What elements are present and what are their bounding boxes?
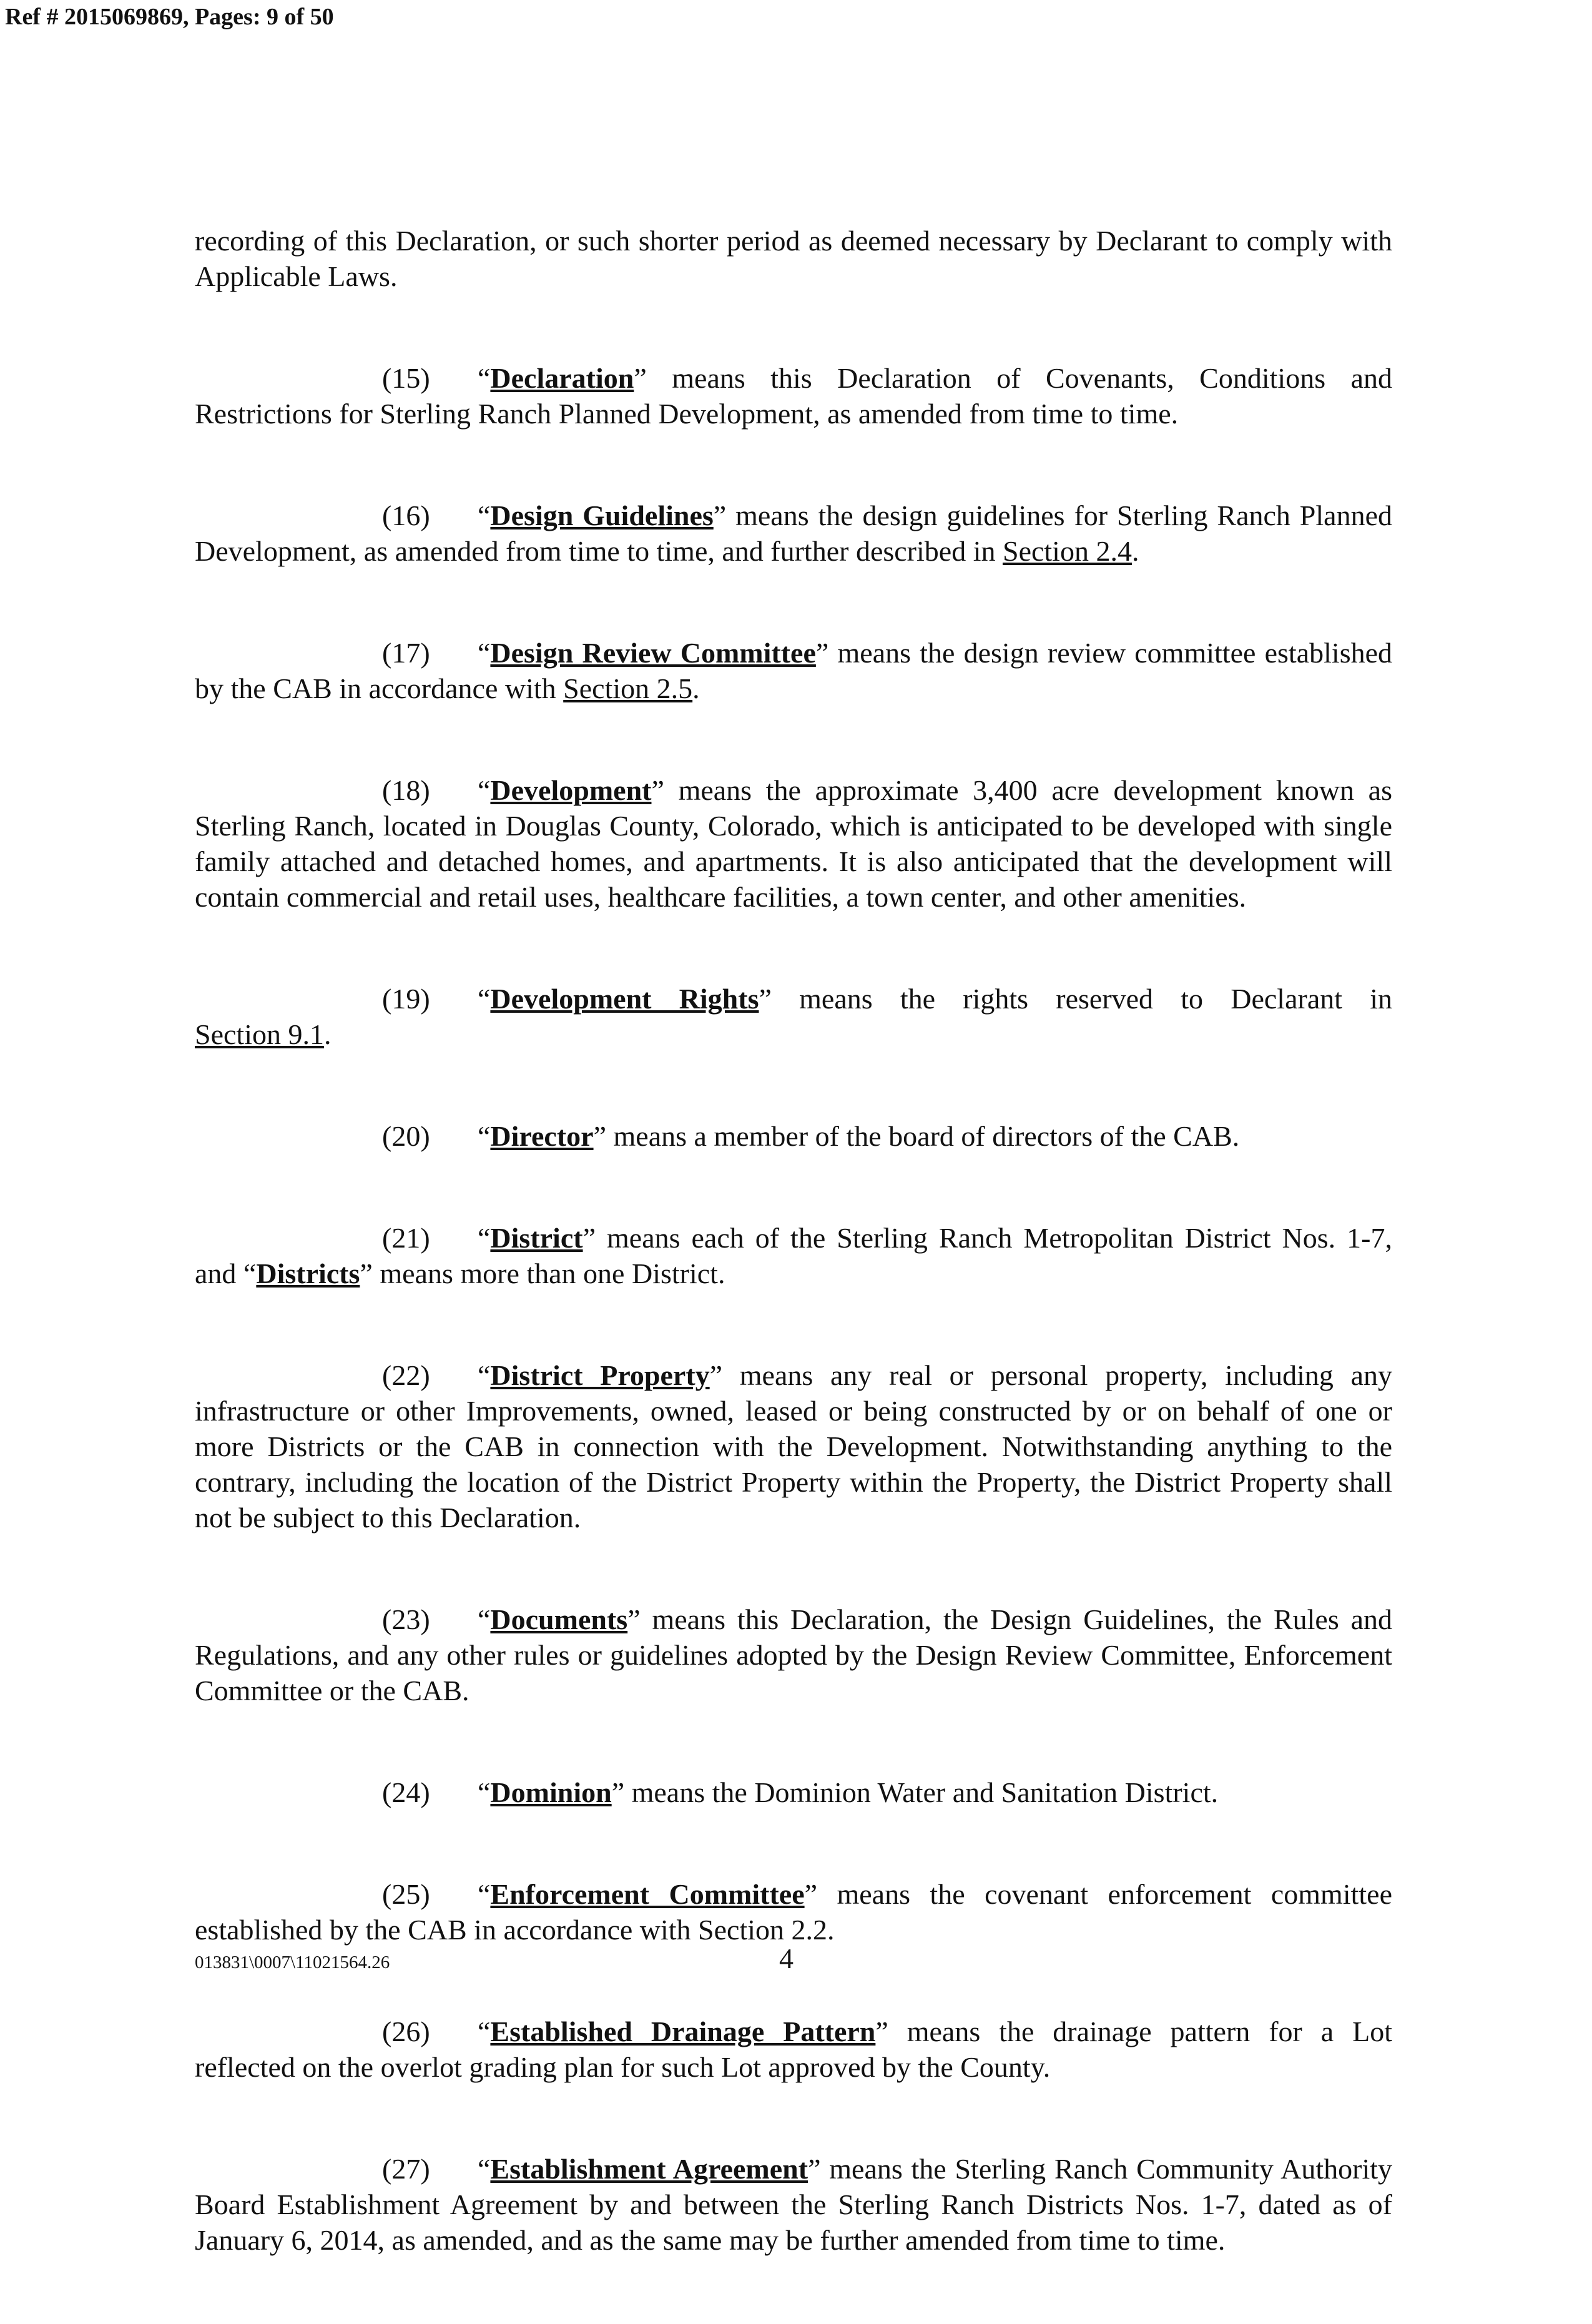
- definition-number: (25): [382, 1878, 430, 1910]
- document-code: 013831\0007\11021564.26: [195, 1952, 390, 1972]
- defined-term: Dominion: [490, 1776, 612, 1808]
- definition-number: (21): [382, 1222, 430, 1254]
- definition-tail: .: [1131, 535, 1139, 567]
- definition-19: (19) “Development Rights” means the rights reserved to Declarant in Section 9.1.: [195, 981, 1392, 1052]
- definition-number: (16): [382, 500, 430, 531]
- definition-number: (22): [382, 1359, 430, 1391]
- defined-term: Development Rights: [490, 983, 759, 1015]
- defined-term: District: [490, 1222, 583, 1254]
- definition-tail: .: [692, 672, 700, 704]
- definition-15: (15) “Declaration” means this Declaration of Covenants, Conditions and Restrictions for Sterling Ranch Planned Development, as amended from time to time.: [195, 360, 1392, 431]
- defined-term-plural: Districts: [256, 1258, 360, 1289]
- definition-text: means the Sterling Ranch Community Authority Board Establishment Agreement by and between the Sterling Ranch Districts Nos. 1-7, dated as of January 6, 2014, as amended, and as the same may be further amended from time to time.: [195, 2153, 1393, 2256]
- defined-term: Director: [490, 1120, 594, 1152]
- definition-number: (18): [382, 774, 430, 806]
- definition-text: means any real or personal property, including any infrastructure or other Improvements, owned, leased or being constructed by or on behalf of one or more Districts or the CAB in connection with the Development. Notwithstanding anything to the contrary, including the location of the District Property within the Property, the District Property shall not be subject to this Declaration.: [195, 1359, 1392, 1534]
- definition-27: (27) “Establishment Agreement” means the Sterling Ranch Community Authority Board Establishment Agreement by and between the Sterling Ranch Districts Nos. 1-7, dated as of January 6, 2014, as amended, and as the same may be further amended from time to time.: [195, 2151, 1392, 2258]
- definition-number: (19): [382, 983, 430, 1015]
- defined-term: Development: [490, 774, 652, 806]
- definition-text: means the approximate 3,400 acre development known as Sterling Ranch, located in Douglas County, Colorado, which is anticipated to be developed with single family attached and detached homes, and apartments. It is also anticipated that the development will contain commercial and retail uses, healthcare facilities, a town center, and other amenities.: [195, 774, 1392, 913]
- definition-number: (26): [382, 2016, 430, 2047]
- defined-term: Design Guidelines: [490, 500, 714, 531]
- definition-text: means each of the Sterling Ranch Metropolitan District Nos. 1-7, and: [195, 1222, 1392, 1289]
- definition-number: (24): [382, 1776, 430, 1808]
- definition-text-2: means more than one District.: [372, 1258, 725, 1289]
- section-reference: Section 9.1: [195, 1018, 324, 1050]
- definition-number: (23): [382, 1603, 430, 1635]
- defined-term: Documents: [490, 1603, 628, 1635]
- definition-text: means the covenant enforcement committee established by the CAB in accordance with Section 2.2.: [195, 1878, 1392, 1946]
- definition-18: (18) “Development” means the approximate 3,400 acre development known as Sterling Ranch, located in Douglas County, Colorado, which is anticipated to be developed with single family attached and detached homes, and apartments. It is also anticipated that the development will contain commercial and retail uses, healthcare facilities, a town center, and other amenities.: [195, 772, 1392, 915]
- definition-text: means the design review committee established by the CAB in accordance with: [195, 637, 1393, 704]
- definition-number: (17): [382, 637, 430, 669]
- defined-term: District Property: [490, 1359, 710, 1391]
- defined-term: Established Drainage Pattern: [490, 2016, 876, 2047]
- definition-number: (15): [382, 362, 430, 394]
- definition-text: means the drainage pattern for a Lot reflected on the overlot grading plan for such Lot approved by the County.: [195, 2016, 1392, 2083]
- definition-22: (22) “District Property” means any real or personal property, including any infrastructure or other Improvements, owned, leased or being constructed by or on behalf of one or more Districts or the CAB in connection with the Development. Notwithstanding anything to the contrary, including the location of the District Property within the Property, the District Property shall not be subject to this Declaration.: [195, 1357, 1392, 1535]
- definition-text: means this Declaration, the Design Guidelines, the Rules and Regulations, and any other rules or guidelines adopted by the Design Review Committee, Enforcement Committee or the CAB.: [195, 1603, 1392, 1706]
- definition-text: means this Declaration of Covenants, Conditions and Restrictions for Sterling Ranch Planned Development, as amended from time to time.: [195, 362, 1392, 430]
- section-reference: Section 2.4: [1002, 535, 1132, 567]
- defined-term: Enforcement Committee: [490, 1878, 805, 1910]
- definition-24: (24) “Dominion” means the Dominion Water and Sanitation District.: [195, 1775, 1392, 1810]
- definition-text: means a member of the board of directors of the CAB.: [606, 1120, 1240, 1152]
- definition-text: means the Dominion Water and Sanitation District.: [624, 1776, 1219, 1808]
- definition-tail: .: [323, 1018, 332, 1050]
- definition-20: (20) “Director” means a member of the board of directors of the CAB.: [195, 1118, 1392, 1154]
- defined-term: Declaration: [490, 362, 634, 394]
- document-body: [195, 223, 1392, 2324]
- definition-17: (17) “Design Review Committee” means the design review committee established by the CAB in accordance with Section 2.5.: [195, 635, 1392, 706]
- definition-26: (26) “Established Drainage Pattern” means the drainage pattern for a Lot reflected on the overlot grading plan for such Lot approved by the County.: [195, 2014, 1392, 2085]
- defined-term: Design Review Committee: [490, 637, 816, 669]
- definition-21: (21) “District” means each of the Sterling Ranch Metropolitan District Nos. 1-7, and “Districts” means more than one District.: [195, 1220, 1392, 1291]
- page-number: 4: [779, 1942, 794, 1974]
- opening-paragraph: recording of this Declaration, or such shorter period as deemed necessary by Declarant to comply with Applicable Laws.: [195, 225, 1392, 292]
- reference-header: Ref # 2015069869, Pages: 9 of 50: [5, 4, 334, 30]
- defined-term: Establishment Agreement: [490, 2153, 808, 2185]
- definition-23: (23) “Documents” means this Declaration, the Design Guidelines, the Rules and Regulations, and any other rules or guidelines adopted by the Design Review Committee, Enforcement Committee or the CAB.: [195, 1602, 1392, 1708]
- definition-text: means the design guidelines for Sterling Ranch Planned Development, as amended from time to time, and further described in: [195, 500, 1392, 567]
- definition-text: means the rights reserved to Declarant in: [771, 983, 1393, 1015]
- section-reference: Section 2.5: [563, 672, 693, 704]
- definition-number: (27): [382, 2153, 430, 2185]
- definition-number: (20): [382, 1120, 430, 1152]
- definition-25: (25) “Enforcement Committee” means the covenant enforcement committee established by the CAB in accordance with Section 2.2.: [195, 1876, 1392, 1947]
- definition-16: (16) “Design Guidelines” means the design guidelines for Sterling Ranch Planned Development, as amended from time to time, and further described in Section 2.4.: [195, 498, 1392, 569]
